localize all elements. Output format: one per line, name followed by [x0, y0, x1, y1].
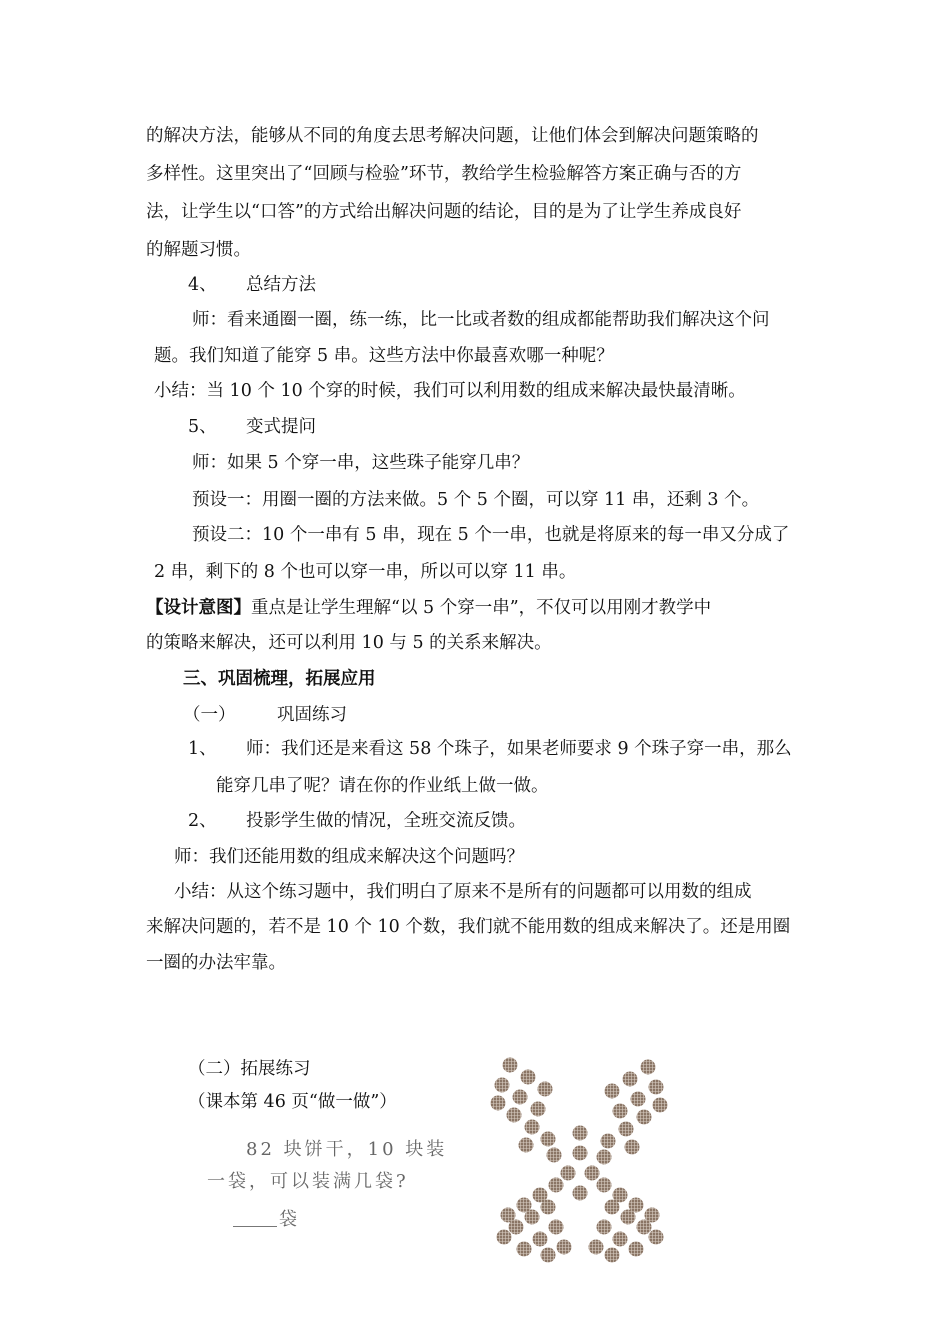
bead — [597, 1150, 612, 1165]
summary-line: 小结：当 10 个 10 个穿的时候，我们可以利用数的组成来解决最快最清晰。 — [154, 381, 746, 401]
bead — [619, 1122, 634, 1137]
bead — [649, 1230, 664, 1245]
list-item: 能穿几串了呢？请在你的作业纸上做一做。 — [216, 776, 549, 796]
bead — [605, 1200, 620, 1215]
bead — [541, 1248, 556, 1263]
question-line: 82 块饼干，10 块装 — [246, 1139, 448, 1160]
bead — [573, 1186, 588, 1201]
list-number: 1、 — [188, 739, 217, 759]
bead — [637, 1110, 652, 1125]
bead — [573, 1146, 588, 1161]
section-title: 总结方法 — [246, 275, 316, 295]
list-item: 投影学生做的情况，全班交流反馈。 — [246, 811, 526, 831]
bead — [613, 1232, 628, 1247]
bead — [597, 1178, 612, 1193]
bead — [495, 1078, 510, 1093]
bead — [649, 1080, 664, 1095]
summary-line: 来解决问题的，若不是 10 个 10 个数，我们就不能用数的组成来解决了。还是用圈 — [146, 917, 791, 937]
list-item: 师：我们还是来看这 58 个珠子，如果老师要求 9 个珠子穿一串，那么 — [246, 739, 792, 759]
bead-group — [491, 1058, 668, 1263]
bead — [557, 1240, 572, 1255]
bead — [549, 1178, 564, 1193]
bead — [605, 1084, 620, 1099]
section-number: 5、 — [188, 417, 217, 437]
bead — [549, 1220, 564, 1235]
bead — [531, 1102, 546, 1117]
bead — [541, 1132, 556, 1147]
bead — [613, 1104, 628, 1119]
answer-unit: 袋 — [279, 1209, 300, 1230]
bead — [631, 1092, 646, 1107]
section-heading: 三、巩固梳理，拓展应用 — [183, 669, 376, 689]
bead — [547, 1148, 562, 1163]
subsection-title: （二）拓展练习 — [188, 1059, 311, 1079]
section-title: 变式提问 — [246, 417, 316, 437]
bead — [621, 1210, 636, 1225]
para-line: 师：如果 5 个穿一串，这些珠子能穿几串？ — [192, 453, 530, 473]
bead — [601, 1134, 616, 1149]
para-line: 师：我们还能用数的组成来解决这个问题吗？ — [174, 847, 524, 867]
bead — [519, 1138, 534, 1153]
bead — [513, 1090, 528, 1105]
para-line: 的策略来解决，还可以利用 10 与 5 的关系来解决。 — [146, 633, 552, 653]
para-line: 题。我们知道了能穿 5 串。这些方法中你最喜欢哪一种呢？ — [154, 346, 614, 366]
summary-line: 一圈的办法牢靠。 — [146, 953, 286, 973]
bead — [509, 1220, 524, 1235]
para-line: 的解决方法，能够从不同的角度去思考解决问题，让他们体会到解决问题策略的 — [146, 126, 759, 146]
bead — [623, 1072, 638, 1087]
bead — [491, 1096, 506, 1111]
section-number: 4、 — [188, 275, 217, 295]
bead — [538, 1082, 553, 1097]
bead — [561, 1166, 576, 1181]
summary-line: 小结：从这个练习题中，我们明白了原来不是所有的问题都可以用数的组成 — [174, 882, 752, 902]
design-intent-tag: 【设计意图】 — [146, 598, 251, 618]
bead — [533, 1232, 548, 1247]
para-line: 的解题习惯。 — [146, 240, 251, 260]
bead — [497, 1230, 512, 1245]
bead — [597, 1220, 612, 1235]
bead — [503, 1058, 518, 1073]
answer-blank[interactable] — [233, 1210, 277, 1227]
bead — [525, 1120, 540, 1135]
bead — [521, 1070, 536, 1085]
bead — [605, 1248, 620, 1263]
list-number: 2、 — [188, 811, 217, 831]
answer-line — [233, 1208, 300, 1232]
bead — [585, 1166, 600, 1181]
textbook-reference: （课本第 46 页“做一做”） — [188, 1092, 397, 1112]
subsection-number: （一） — [183, 705, 236, 725]
bead — [507, 1108, 522, 1123]
bead — [653, 1098, 668, 1113]
bead — [573, 1126, 588, 1141]
design-intent-line — [146, 596, 711, 620]
subsection-title: 巩固练习 — [277, 705, 347, 725]
question-line: 一袋，可以装满几袋? — [207, 1171, 409, 1192]
para-line: 2 串，剩下的 8 个也可以穿一串，所以可以穿 11 串。 — [154, 562, 577, 582]
para-line: 法，让学生以“口答”的方式给出解决问题的结论，目的是为了让学生养成良好 — [146, 202, 742, 222]
cookie-beads-icon — [490, 1055, 670, 1265]
para-line: 多样性。这里突出了“回顾与检验”环节，教给学生检验解答方案正确与否的方 — [146, 164, 742, 184]
para-line: 预设二：10 个一串有 5 串，现在 5 个一串，也就是将原来的每一串又分成了 — [192, 525, 790, 545]
bead — [625, 1140, 640, 1155]
para-line: 师：看来通圈一圈，练一练，比一比或者数的组成都能帮助我们解决这个问 — [192, 310, 770, 330]
design-intent-text: 重点是让学生理解“以 5 个穿一串”，不仅可以用刚才教学中 — [251, 598, 712, 618]
bead — [517, 1242, 532, 1257]
bead — [589, 1240, 604, 1255]
bead — [525, 1210, 540, 1225]
bead — [637, 1220, 652, 1235]
bead — [629, 1242, 644, 1257]
para-line: 预设一：用圈一圈的方法来做。5 个 5 个圈，可以穿 11 串，还剩 3 个。 — [192, 490, 760, 510]
bead — [641, 1060, 656, 1075]
bead — [541, 1200, 556, 1215]
